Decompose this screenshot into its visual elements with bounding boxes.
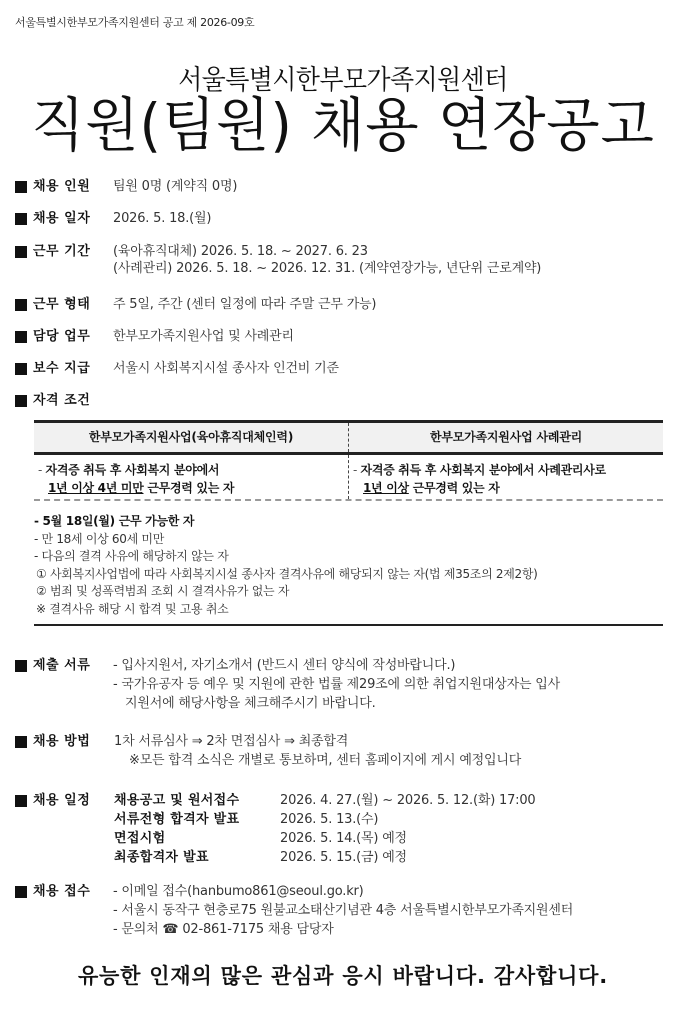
section-work-type <box>15 296 376 313</box>
square-bullet-icon <box>15 331 27 343</box>
doc-line: - 입사지원서, 자기소개서 (반드시 센터 양식에 작성바랍니다.) <box>113 658 456 673</box>
section-documents <box>15 657 560 713</box>
section-value <box>113 243 541 277</box>
square-bullet-icon <box>15 736 27 748</box>
schedule-grid <box>114 791 535 867</box>
table-header-cell: 한부모가족지원사업 사례관리 <box>429 430 583 444</box>
schedule-date: 2026. 4. 27.(월) ~ 2026. 5. 12.(화) 17:00 <box>280 793 536 808</box>
qualification-table <box>34 420 663 501</box>
section-label: 채용 인원 <box>33 179 91 194</box>
method-line: ※모든 합격 소식은 개별로 통보하며, 센터 홈페이지에 게시 예정입니다 <box>129 753 522 768</box>
qual-line: - 만 18세 이상 60세 미만 <box>34 531 164 546</box>
section-label: 제출 서류 <box>33 658 91 673</box>
section-value: 한부모가족지원사업 및 사례관리 <box>113 329 294 344</box>
period-line: (육아휴직대체) 2026. 5. 18. ~ 2027. 6. 23 <box>113 244 368 259</box>
table-cell <box>349 455 663 499</box>
application-contact: - 문의처 ☎ 02-861-7175 채용 담당자 <box>113 922 334 937</box>
method-line: 1차 서류심사 ⇒ 2차 면접심사 ⇒ 최종합격 <box>114 734 349 749</box>
schedule-step: 면접시험 <box>114 831 166 846</box>
doc-line: 지원서에 해당사항을 체크해주시기 바랍니다. <box>125 696 376 711</box>
cell-rest: 근무경력 있는 자 <box>408 481 500 495</box>
square-bullet-icon <box>15 363 27 375</box>
section-application <box>15 883 573 939</box>
section-schedule <box>15 792 535 867</box>
section-label: 채용 일정 <box>33 793 91 808</box>
doc-line: - 국가유공자 등 예우 및 지원에 관한 법률 제29조에 의한 취업지원대상자는 입사 <box>113 677 560 692</box>
section-value: 2026. 5. 18.(월) <box>113 211 212 226</box>
square-bullet-icon <box>15 886 27 898</box>
square-bullet-icon <box>15 395 27 407</box>
section-label: 근무 형태 <box>33 297 91 312</box>
underlined-text: 1년 이상 4년 미만 <box>48 481 144 495</box>
dash: - <box>38 463 46 477</box>
qual-line: - 다음의 결격 사유에 해당하지 않는 자 <box>34 549 229 563</box>
section-duties <box>15 328 294 345</box>
section-value <box>113 656 560 713</box>
square-bullet-icon <box>15 213 27 225</box>
section-value: 서울시 사회복지시설 종사자 인건비 기준 <box>113 361 339 376</box>
section-value <box>114 732 521 770</box>
period-line: (사례관리) 2026. 5. 18. ~ 2026. 12. 31. (계약연장가능, 년단위 근로계약) <box>113 261 542 276</box>
qual-line: ① 사회복지사업법에 따라 사회복지시설 종사자 결격사유에 해당되지 않는 자(법 제35조의 2제2항) <box>36 566 538 581</box>
table-cell <box>34 455 349 499</box>
application-email[interactable]: - 이메일 접수(hanbumo861@seoul.go.kr) <box>113 884 364 899</box>
square-bullet-icon <box>15 246 27 258</box>
section-label: 담당 업무 <box>33 329 91 344</box>
qual-line-bold: - 5월 18일(월) 근무 가능한 자 <box>34 514 195 528</box>
page-title: 직원(팀원) 채용 연장공고 <box>31 91 655 159</box>
schedule-date: 2026. 5. 15.(금) 예정 <box>280 850 407 865</box>
qualification-list <box>34 513 663 626</box>
cell-line: 자격증 취득 후 사회복지 분야에서 <box>45 463 220 477</box>
dash: - <box>353 463 361 477</box>
square-bullet-icon <box>15 181 27 193</box>
notice-number: 서울특별시한부모가족지원센터 공고 제 2026-09호 <box>15 16 255 29</box>
table-row <box>34 455 663 501</box>
qual-line: ※ 결격사유 해당 시 합격 및 고용 취소 <box>36 601 229 616</box>
section-label: 채용 일자 <box>33 211 91 226</box>
section-label: 근무 기간 <box>33 244 91 259</box>
table-header-cell: 한부모가족지원사업(육아휴직대체인력) <box>34 423 349 452</box>
schedule-date: 2026. 5. 13.(수) <box>280 812 379 827</box>
schedule-step: 서류전형 합격자 발표 <box>114 812 240 827</box>
schedule-step: 채용공고 및 원서접수 <box>114 793 240 808</box>
section-value: 팀원 0명 (계약직 0명) <box>113 179 238 194</box>
section-qualifications <box>15 392 113 409</box>
square-bullet-icon <box>15 660 27 672</box>
section-label: 채용 접수 <box>33 884 91 899</box>
square-bullet-icon <box>15 299 27 311</box>
closing-message: 유능한 인재의 많은 관심과 응시 바랍니다. 감사합니다. <box>77 964 609 988</box>
section-hire-date <box>15 210 211 227</box>
qual-line: ② 범죄 및 성폭력범죄 조회 시 결격사유가 없는 자 <box>36 584 290 598</box>
schedule-step: 최종합격자 발표 <box>114 850 209 865</box>
section-headcount <box>15 178 237 195</box>
cell-rest: 근무경력 있는 자 <box>143 481 235 495</box>
underlined-text: 1년 이상 <box>363 481 409 495</box>
application-address: - 서울시 동작구 현충로75 원불교소태산기념관 4층 서울특별시한부모가족지원센터 <box>113 903 574 918</box>
section-value: 주 5일, 주간 (센터 일정에 따라 주말 근무 가능) <box>113 297 377 312</box>
section-label: 자격 조건 <box>33 393 91 408</box>
section-work-period <box>15 243 541 277</box>
section-label: 보수 지급 <box>33 361 91 376</box>
section-method <box>15 733 521 770</box>
section-salary <box>15 360 339 377</box>
section-value <box>113 882 573 939</box>
table-header-row <box>34 423 663 455</box>
schedule-date: 2026. 5. 14.(목) 예정 <box>280 831 407 846</box>
section-label: 채용 방법 <box>33 734 91 749</box>
cell-line: 자격증 취득 후 사회복지 분야에서 사례관리사로 <box>360 463 606 477</box>
org-name: 서울특별시한부모가족지원센터 <box>178 65 508 96</box>
square-bullet-icon <box>15 795 27 807</box>
